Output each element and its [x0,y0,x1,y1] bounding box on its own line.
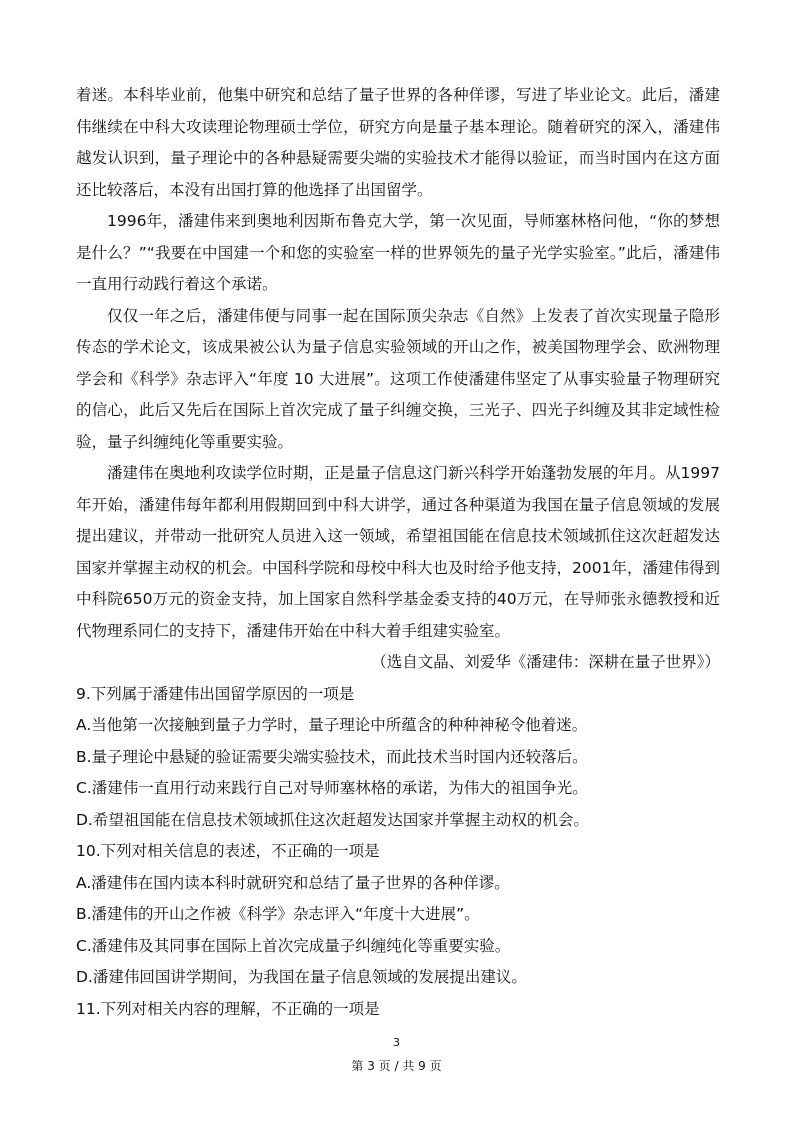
passage-paragraph: 仅仅一年之后，潘建伟便与同事一起在国际顶尖杂志《自然》上发表了首次实现量子隐形传态的学术论文，该成果被公认为量子信息实验领域的开山之作，被美国物理学会、欧洲物理学会和《科学》杂志评入“年度 10 大进展”。这项工作使潘建伟坚定了从事实验量子物理研究的信心，此后又先后在国际上首次完成了量子纠缠交换，三光子、四光子纠缠及其非定域性检验，量子纠缠纯化等重要实验。 [76,306,720,451]
page-body [76,80,720,1025]
question-option: C.潘建伟及其同事在国际上首次完成量子纠缠纯化等重要实验。 [76,936,511,955]
question-option: B.量子理论中悬疑的验证需要尖端实验技术，而此技术当时国内还较落后。 [76,747,588,766]
question-option: D.潘建伟回国讲学期间，为我国在量子信息领域的发展提出建议。 [76,968,527,986]
question-9 [76,679,720,837]
passage-paragraph: 着迷。本科毕业前，他集中研究和总结了量子世界的各种佯谬，写进了毕业论文。此后，潘建伟继续在中科大攻读理论物理硕士学位，研究方向是量子基本理论。随着研究的深入，潘建伟越发认识到，量子理论中的各种悬疑需要尖端的实验技术才能得以验证，而当时国内在这方面还比较落后，本没有出国打算的他选择了出国留学。 [76,86,720,199]
question-option: A.潘建伟在国内读本科时就研究和总结了量子世界的各种佯谬。 [76,873,510,892]
passage-paragraph: 潘建伟在奥地利攻读学位时期，正是量子信息这门新兴科学开始蓬勃发展的年月。从1997年开始，潘建伟每年都利用假期回到中科大讲学，通过各种渠道为我国在量子信息领域的发展提出建议，并带动一批研究人员进入这一领域，希望祖国能在信息技术领域抓住这次赶超发达国家并掌握主动权的机会。中国科学院和母校中科大也及时给予他支持，2001年，潘建伟得到中科院650万元的资金支持，加上国家自然科学基金委支持的40万元，在导师张永德教授和近代物理系同仁的支持下，潘建伟开始在中科大着手组建实验室。 [76,464,720,640]
page-number: 3 [393,1036,400,1049]
question-option: C.潘建伟一直用行动来践行自己对导师塞林格的承诺，为伟大的祖国争光。 [76,779,588,797]
page-info: 第 3 页 / 共 9 页 [351,1059,442,1073]
passage-paragraph: 1996年，潘建伟来到奥地利因斯布鲁克大学，第一次见面，导师塞林格问他，“你的梦想是什么？”“我要在中国建一个和您的实验室一样的世界领先的量子光学实验室。”此后，潘建伟一直用行动践行着这个承诺。 [76,212,720,293]
question-stem: 11.下列对相关内容的理解，不正确的一项是 [76,999,380,1018]
question-option: B.潘建伟的开山之作被《科学》杂志评入“年度十大进展”。 [76,905,480,923]
passage-source: （选自文晶、刘爱华《潘建伟：深耕在量子世界》） [371,653,720,671]
question-stem: 9.下列属于潘建伟出国留学原因的一项是 [76,684,355,703]
question-option: D.希望祖国能在信息技术领域抓住这次赶超发达国家并掌握主动权的机会。 [76,810,589,829]
question-11 [76,994,720,1026]
question-10 [76,836,720,994]
question-option: A.当他第一次接触到量子力学时，量子理论中所蕴含的种种神秘令他着迷。 [76,716,588,734]
question-stem: 10.下列对相关信息的表述，不正确的一项是 [76,842,380,860]
